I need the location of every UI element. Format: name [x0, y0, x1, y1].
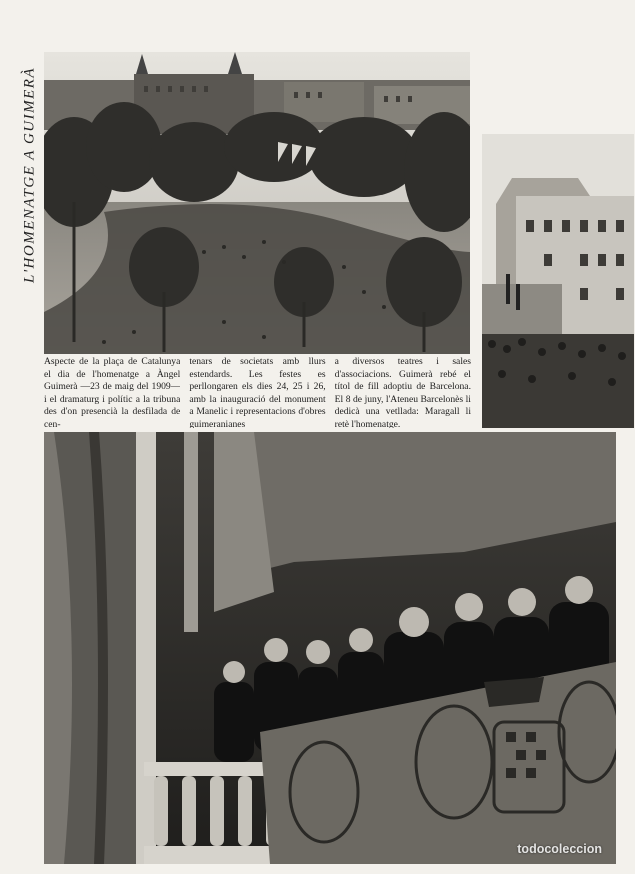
caption-column-2: tenars de societats amb llurs estendards. Les festes es perllongaren els dies 24, 25 i 26, amb la inauguració del monument a Manelic i representacions d'obres guimeranianes — [189, 356, 326, 428]
photo-tower — [482, 134, 634, 428]
photo-caption — [44, 356, 471, 428]
photo-tribune — [44, 432, 616, 864]
watermark: todocoleccion — [517, 842, 602, 856]
caption-column-1: Aspecte de la plaça de Catalunya el dia de l'homenatge a Àngel Guimerà —23 de maig del 1909— i el dramaturg i polític a la tribuna des d'on presencià la desfilada de cen- — [44, 356, 181, 428]
running-head: L'HOMENATGE A GUIMERÀ — [21, 66, 38, 283]
caption-column-3: a diversos teatres i sales d'associacions. Guimerà rebé el títol de fill adoptiu de Barcelona. El 8 de juny, l'Ateneu Barcelonès li dedicà una vetllada: Maragall li retè l'homenatge. — [334, 356, 471, 428]
photo-placa-catalunya — [44, 52, 470, 354]
